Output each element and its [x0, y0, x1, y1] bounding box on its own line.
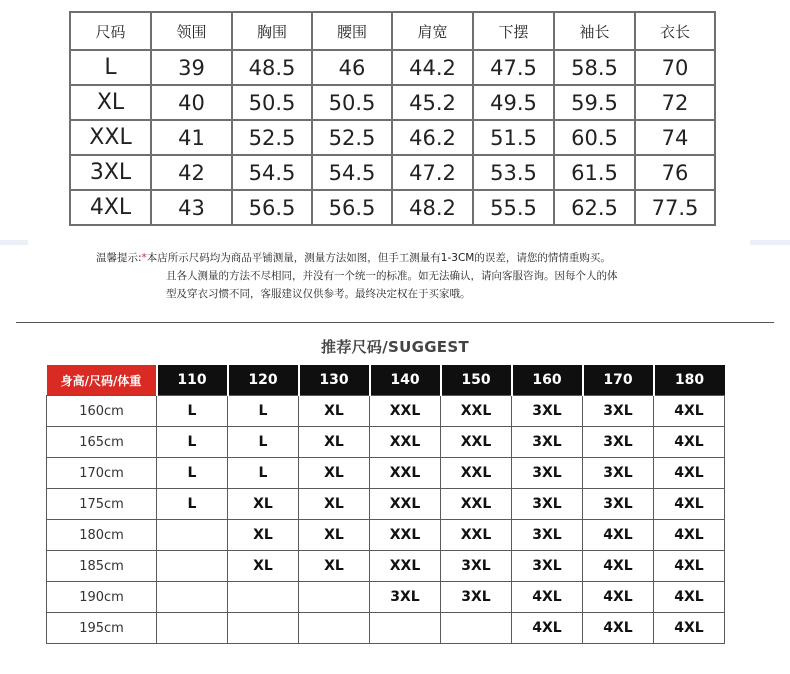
recommended-size — [441, 613, 512, 644]
recommended-size: 4XL — [654, 551, 725, 582]
header-waist: 腰围 — [312, 12, 392, 50]
recommendation-row — [47, 582, 725, 613]
recommended-size: XL — [299, 520, 370, 551]
size-label: L — [70, 50, 151, 85]
recommended-size: XL — [299, 396, 370, 427]
recommended-size: XL — [299, 427, 370, 458]
section-divider — [16, 322, 774, 323]
size-measurement: 52.5 — [232, 120, 312, 155]
size-chart-header-row — [70, 12, 715, 50]
header-sleeve: 袖长 — [554, 12, 635, 50]
size-measurement: 54.5 — [312, 155, 392, 190]
recommended-size: L — [157, 396, 228, 427]
size-chart-row — [70, 50, 715, 85]
recommended-size: L — [157, 427, 228, 458]
height-label: 190cm — [47, 582, 157, 613]
recommended-size: 4XL — [512, 582, 583, 613]
height-label: 180cm — [47, 520, 157, 551]
size-measurement: 50.5 — [312, 85, 392, 120]
header-chest: 胸围 — [232, 12, 312, 50]
size-measurement: 48.2 — [392, 190, 473, 225]
size-chart-row — [70, 155, 715, 190]
weight-header: 150 — [441, 365, 512, 396]
recommended-size: 4XL — [583, 551, 654, 582]
recommended-size: XL — [228, 551, 299, 582]
recommended-size: 4XL — [654, 458, 725, 489]
weight-header: 120 — [228, 365, 299, 396]
size-measurement: 50.5 — [232, 85, 312, 120]
recommended-size — [370, 613, 441, 644]
recommended-size — [157, 520, 228, 551]
recommended-size: 3XL — [583, 396, 654, 427]
size-measurement: 39 — [151, 50, 232, 85]
size-measurement: 77.5 — [635, 190, 715, 225]
tip-line — [96, 267, 716, 285]
weight-header: 180 — [654, 365, 725, 396]
weight-header: 160 — [512, 365, 583, 396]
recommendation-row — [47, 489, 725, 520]
recommended-size: 3XL — [441, 582, 512, 613]
recommended-size — [299, 582, 370, 613]
recommended-size — [228, 613, 299, 644]
recommendation-row — [47, 551, 725, 582]
weight-header: 130 — [299, 365, 370, 396]
recommended-size: 4XL — [583, 520, 654, 551]
recommended-size: 3XL — [441, 551, 512, 582]
tip-text: 型及穿衣习惯不同，客服建议仅供参考。最终决定权在于买家哦。 — [166, 288, 471, 300]
weight-header: 170 — [583, 365, 654, 396]
recommended-size: 3XL — [583, 489, 654, 520]
recommended-size: L — [228, 458, 299, 489]
recommended-size: XXL — [441, 520, 512, 551]
recommended-size: 3XL — [512, 520, 583, 551]
recommended-size: XXL — [441, 489, 512, 520]
recommended-size: XL — [299, 551, 370, 582]
size-measurement: 56.5 — [312, 190, 392, 225]
height-label: 160cm — [47, 396, 157, 427]
height-label: 165cm — [47, 427, 157, 458]
recommended-size: L — [228, 396, 299, 427]
size-measurement: 44.2 — [392, 50, 473, 85]
header-length: 衣长 — [635, 12, 715, 50]
height-label: 185cm — [47, 551, 157, 582]
size-measurement: 76 — [635, 155, 715, 190]
recommended-size: 4XL — [654, 489, 725, 520]
size-measurement: 46 — [312, 50, 392, 85]
size-chart-row — [70, 85, 715, 120]
recommended-size: XXL — [370, 458, 441, 489]
recommended-size: 4XL — [583, 613, 654, 644]
recommended-size: 4XL — [654, 520, 725, 551]
recommended-size: 4XL — [654, 613, 725, 644]
size-measurement: 58.5 — [554, 50, 635, 85]
height-label: 175cm — [47, 489, 157, 520]
size-measurement: 46.2 — [392, 120, 473, 155]
size-measurement: 42 — [151, 155, 232, 190]
decorative-band — [750, 240, 790, 245]
size-measurement: 61.5 — [554, 155, 635, 190]
weight-header: 140 — [370, 365, 441, 396]
size-measurement: 48.5 — [232, 50, 312, 85]
size-measurement: 41 — [151, 120, 232, 155]
size-measurement: 70 — [635, 50, 715, 85]
header-size: 尺码 — [70, 12, 151, 50]
recommended-size: L — [157, 489, 228, 520]
tip-label: 温馨提示: — [96, 252, 142, 264]
recommended-size: 4XL — [654, 396, 725, 427]
size-label: 3XL — [70, 155, 151, 190]
recommended-size — [157, 582, 228, 613]
recommended-size: XL — [299, 489, 370, 520]
size-chart-row — [70, 120, 715, 155]
weight-header-row — [47, 365, 725, 396]
size-chart-table — [69, 11, 716, 226]
header-hem: 下摆 — [473, 12, 554, 50]
recommended-size: 3XL — [512, 458, 583, 489]
tip-text: 本店所示尺码均为商品平铺测量，测量方法如图，但手工测量有1-3CM的误差，请您的情情重购买。 — [146, 252, 611, 264]
recommended-size-table — [46, 365, 725, 644]
recommended-size: L — [157, 458, 228, 489]
size-measurement: 74 — [635, 120, 715, 155]
size-label: XXL — [70, 120, 151, 155]
size-measurement: 52.5 — [312, 120, 392, 155]
size-measurement: 62.5 — [554, 190, 635, 225]
recommended-size: 3XL — [370, 582, 441, 613]
header-collar: 领围 — [151, 12, 232, 50]
recommended-size: XXL — [370, 551, 441, 582]
size-measurement: 51.5 — [473, 120, 554, 155]
recommended-size: L — [228, 427, 299, 458]
size-measurement: 47.5 — [473, 50, 554, 85]
tip-line — [96, 249, 716, 267]
recommended-size: 4XL — [654, 582, 725, 613]
size-label: 4XL — [70, 190, 151, 225]
tip-text: 且各人测量的方法不尽相同，并没有一个统一的标准。如无法确认，请向客服咨询。因每个人的体 — [166, 270, 618, 282]
recommended-size — [157, 551, 228, 582]
size-measurement: 72 — [635, 85, 715, 120]
recommendation-row — [47, 520, 725, 551]
size-measurement: 56.5 — [232, 190, 312, 225]
recommended-size: 3XL — [512, 427, 583, 458]
recommended-size: XXL — [441, 396, 512, 427]
recommended-size: 3XL — [512, 489, 583, 520]
recommended-size: XXL — [370, 396, 441, 427]
recommended-size: XL — [228, 520, 299, 551]
header-shoulder: 肩宽 — [392, 12, 473, 50]
recommendation-row — [47, 458, 725, 489]
size-measurement: 49.5 — [473, 85, 554, 120]
size-measurement: 40 — [151, 85, 232, 120]
recommended-size: 4XL — [654, 427, 725, 458]
recommended-size: XXL — [370, 427, 441, 458]
tip-star: * — [141, 252, 147, 264]
recommended-size: 3XL — [512, 551, 583, 582]
recommended-size: XL — [299, 458, 370, 489]
recommended-size: 3XL — [512, 396, 583, 427]
weight-header: 110 — [157, 365, 228, 396]
recommended-size: 4XL — [583, 582, 654, 613]
size-measurement: 60.5 — [554, 120, 635, 155]
size-tips — [96, 249, 716, 303]
recommended-size — [157, 613, 228, 644]
tip-line — [96, 285, 716, 303]
recommended-size — [228, 582, 299, 613]
recommended-size: XL — [228, 489, 299, 520]
recommended-size: 3XL — [583, 427, 654, 458]
recommendation-row — [47, 613, 725, 644]
height-label: 170cm — [47, 458, 157, 489]
recommendation-row — [47, 427, 725, 458]
suggest-title: 推荐尺码/SUGGEST — [321, 338, 469, 356]
recommended-size: XXL — [370, 489, 441, 520]
size-chart-row — [70, 190, 715, 225]
recommended-size: XXL — [441, 458, 512, 489]
recommended-size: XXL — [441, 427, 512, 458]
size-measurement: 53.5 — [473, 155, 554, 190]
size-measurement: 43 — [151, 190, 232, 225]
decorative-band — [0, 240, 28, 245]
size-measurement: 59.5 — [554, 85, 635, 120]
recommendation-row — [47, 396, 725, 427]
height-label: 195cm — [47, 613, 157, 644]
size-measurement: 54.5 — [232, 155, 312, 190]
corner-label: 身高/尺码/体重 — [47, 365, 157, 396]
recommended-size: 4XL — [512, 613, 583, 644]
recommended-size: XXL — [370, 520, 441, 551]
size-measurement: 47.2 — [392, 155, 473, 190]
recommended-size — [299, 613, 370, 644]
size-label: XL — [70, 85, 151, 120]
size-measurement: 55.5 — [473, 190, 554, 225]
recommended-size: 3XL — [583, 458, 654, 489]
size-measurement: 45.2 — [392, 85, 473, 120]
